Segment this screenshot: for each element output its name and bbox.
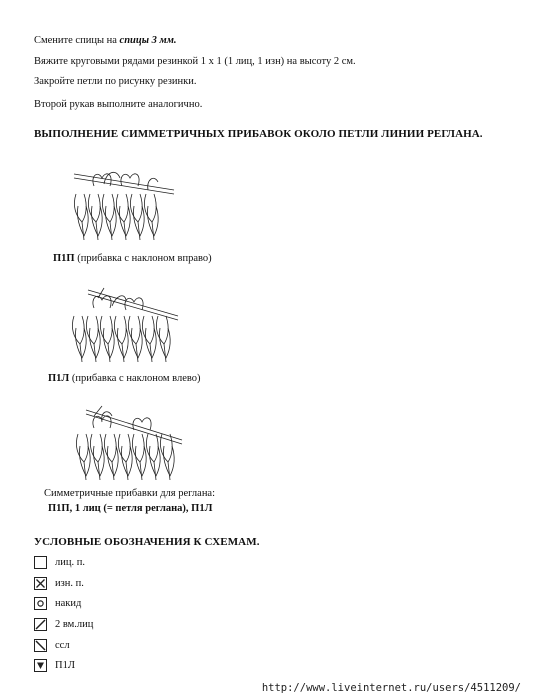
legend-label-k2tog: 2 вм.лиц (55, 618, 94, 630)
symmetric-increases-illustration (72, 404, 188, 484)
needle-size: спицы 3 мм. (119, 35, 177, 46)
illustration-1-caption: П1П (прибавка с наклоном вправо) (53, 253, 212, 264)
legend-label-ssk: ссл (55, 639, 70, 651)
legend-label-yarn-over: накид (55, 597, 82, 609)
crossed-square-icon (34, 577, 47, 590)
down-triangle-square-icon (34, 659, 47, 672)
instruction-line-3: Закройте петли по рисунку резинки. (34, 76, 197, 87)
illustration-2-code: П1Л (48, 373, 70, 384)
increase-left-illustration (68, 286, 186, 366)
legend-item-knit (34, 555, 85, 569)
legend-item-purl (34, 576, 84, 590)
circle-square-icon (34, 597, 47, 610)
legend-item-yarn-over (34, 596, 81, 610)
backslash-square-icon (34, 639, 47, 652)
illustration-3-caption-line-2: П1П, 1 лиц (= петля реглана), П1Л (48, 503, 213, 514)
legend-item-ssk (34, 638, 70, 652)
illustration-1-code: П1П (53, 253, 75, 264)
instruction-line-2: Вяжите круговыми рядами резинкой 1 х 1 (1 лиц, 1 изн) на высоту 2 см. (34, 56, 356, 67)
empty-square-icon (34, 556, 47, 569)
legend-label-purl: изн. п. (55, 577, 84, 589)
footer-url: http://www.liveinternet.ru/users/4511209/ (261, 682, 521, 694)
instruction-line-1-text: Смените спицы на (34, 35, 120, 46)
legend-label-knit: лиц. п. (55, 556, 85, 568)
illustration-3-caption-line-1: Симметричные прибавки для реглана: (44, 488, 216, 499)
instruction-line-1 (34, 34, 177, 47)
instruction-line-4: Второй рукав выполните аналогично. (34, 99, 203, 110)
legend-item-k2tog (34, 617, 93, 631)
slash-square-icon (34, 618, 47, 631)
illustration-2-caption: П1Л (прибавка с наклоном влево) (48, 373, 201, 384)
legend-heading: УСЛОВНЫЕ ОБОЗНАЧЕНИЯ К СХЕМАМ. (34, 536, 260, 548)
increase-right-illustration (70, 166, 182, 244)
legend-item-m1l (34, 658, 75, 672)
section-heading: ВЫПОЛНЕНИЕ СИММЕТРИЧНЫХ ПРИБАВОК ОКОЛО ПЕТЛИ ЛИНИИ РЕГЛАНА. (34, 128, 483, 140)
legend-label-m1l: П1Л (55, 659, 75, 671)
